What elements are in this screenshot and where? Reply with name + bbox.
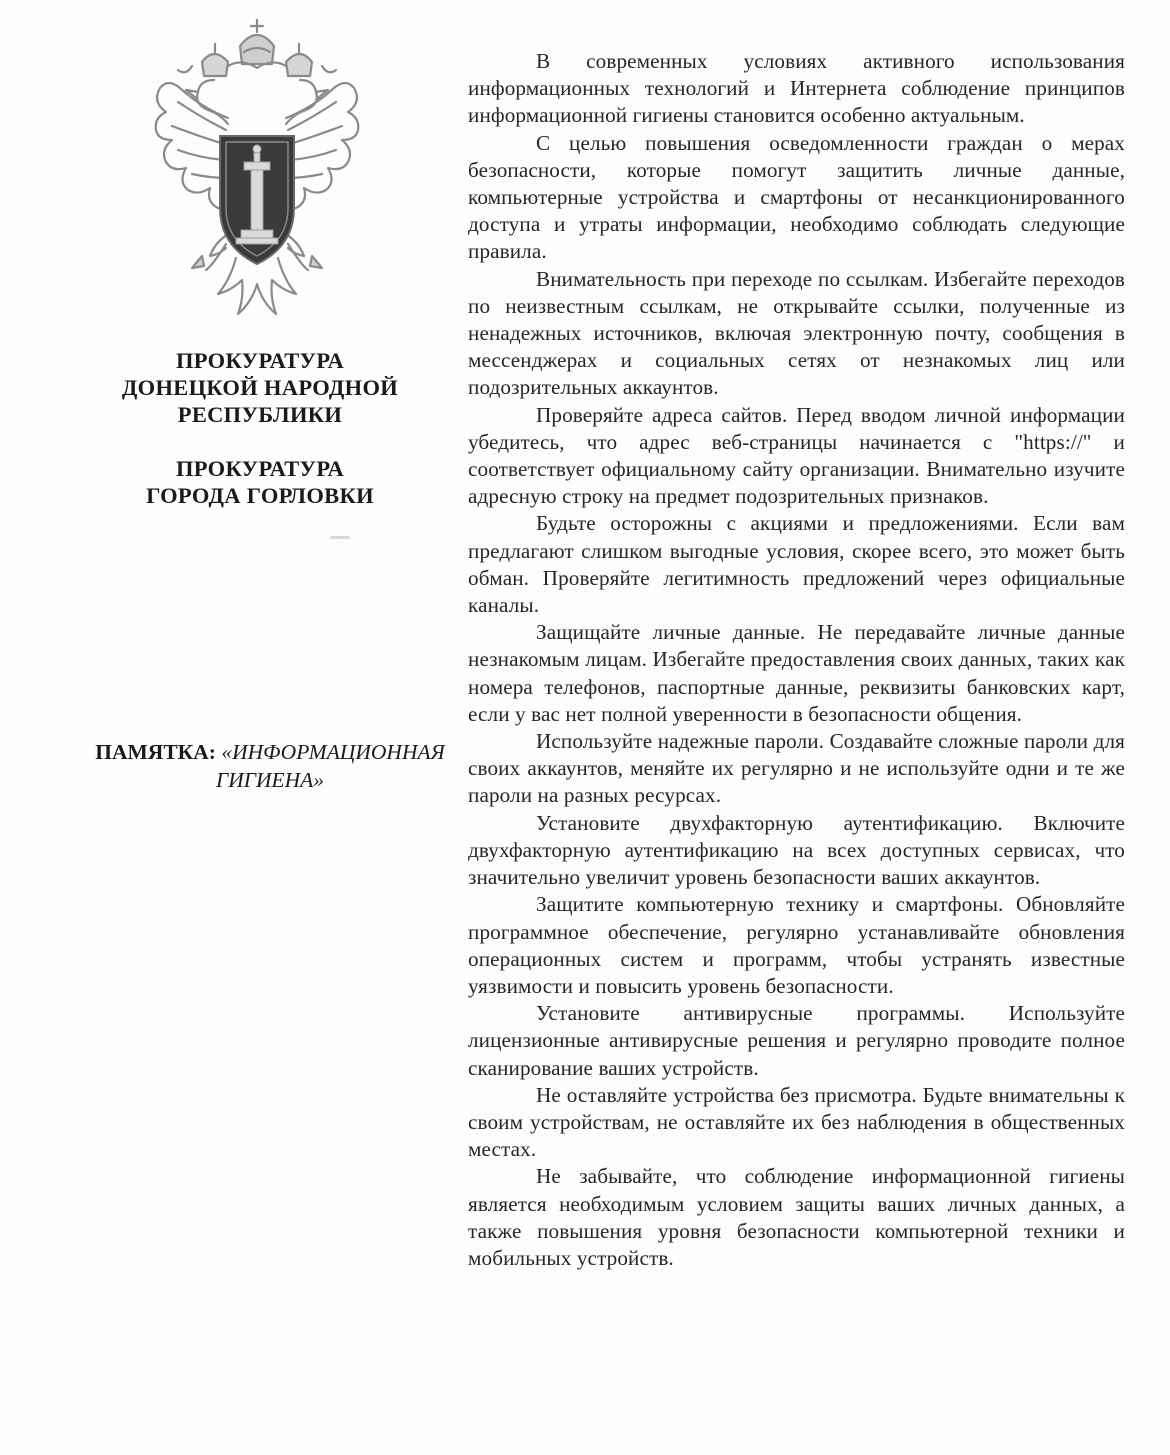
prosecutor-office-city-heading [60,455,460,509]
paragraph-intro: В современных условиях активного использования информационных технологий и Интернета соблюдение принципов информационной гигиены становится особенно актуальным. [468,49,1125,128]
paragraph-links: Внимательность при переходе по ссылкам. Избегайте переходов по неизвестным ссылкам, не открывайте ссылки, полученные из ненадежных источников, включая электронную почту, сообщения в мессенджерах и социальных сетях от незнакомых лиц или подозрительных аккаунтов. [468,266,1125,400]
paragraph-antivirus: Установите антивирусные программы. Используйте лицензионные антивирусные решения и регулярно проводите полное сканирование ваших устройств. [468,1001,1125,1080]
memo-title [80,738,460,794]
paragraph-unattended-devices: Не оставляйте устройства без присмотра. Будьте внимательны к своим устройствам, не оставляйте их без наблюдения в общественных местах. [468,1082,1125,1162]
memo-prefix: ПАМЯТКА: [95,740,216,764]
memo-body [468,48,1125,1272]
left-column [60,0,460,1455]
memo-name: «ИНФОРМАЦИОННАЯ ГИГИЕНА» [215,740,445,792]
paragraph-conclusion: Не забывайте, что соблюдение информационной гигиены является необходимым условием защиты ваших личных данных, а также повышения уровня безопасности компьютерной техники и мобильных устройств. [468,1164,1125,1270]
prosecutor-office-dpr-heading [60,347,460,428]
double-headed-eagle-emblem-icon [132,18,382,318]
org-line: ПРОКУРАТУРА [175,348,345,373]
scan-speck [330,536,350,539]
org-line: ДОНЕЦКОЙ НАРОДНОЙ [121,375,399,400]
paragraph-personal-data: Защищайте личные данные. Не передавайте личные данные незнакомым лицам. Избегайте предоставления своих данных, таких как номера телефонов, паспортные данные, реквизиты банковских карт, если у вас нет полной уверенности в безопасности общения. [468,620,1125,726]
paragraph-site-addresses: Проверяйте адреса сайтов. Перед вводом личной информации убедитесь, что адрес веб-страницы начинается с "https://" и соответствует официальному сайту организации. Внимательно изучите адресную строку на предмет подозрительных признаков. [468,402,1125,509]
paragraph-passwords: Используйте надежные пароли. Создавайте сложные пароли для своих аккаунтов, меняйте их регулярно и не используйте одни и те же пароли на разных ресурсах. [468,729,1125,808]
org-line: ГОРОДА ГОРЛОВКИ [146,483,374,508]
org-line: РЕСПУБЛИКИ [177,402,343,427]
paragraph-purpose: С целью повышения осведомленности граждан о мерах безопасности, которые помогут защитить личные данные, компьютерные устройства и смартфоны от несанкционированного доступа и утраты информации, необходимо соблюдать следующие правила. [468,130,1125,264]
paragraph-offers: Будьте осторожны с акциями и предложениями. Если вам предлагают слишком выгодные условия, скорее всего, это может быть обман. Проверяйте легитимность предложений через официальные каналы. [468,511,1125,618]
paragraph-updates: Защитите компьютерную технику и смартфоны. Обновляйте программное обеспечение, регулярно устанавливайте обновления операционных систем и программ, чтобы устранять известные уязвимости и повысить уровень безопасности. [468,892,1125,998]
org-line: ПРОКУРАТУРА [175,456,345,481]
paragraph-two-factor: Установите двухфакторную аутентификацию. Включите двухфакторную аутентификацию на всех доступных сервисах, что значительно увеличит уровень безопасности ваших аккаунтов. [468,810,1125,890]
